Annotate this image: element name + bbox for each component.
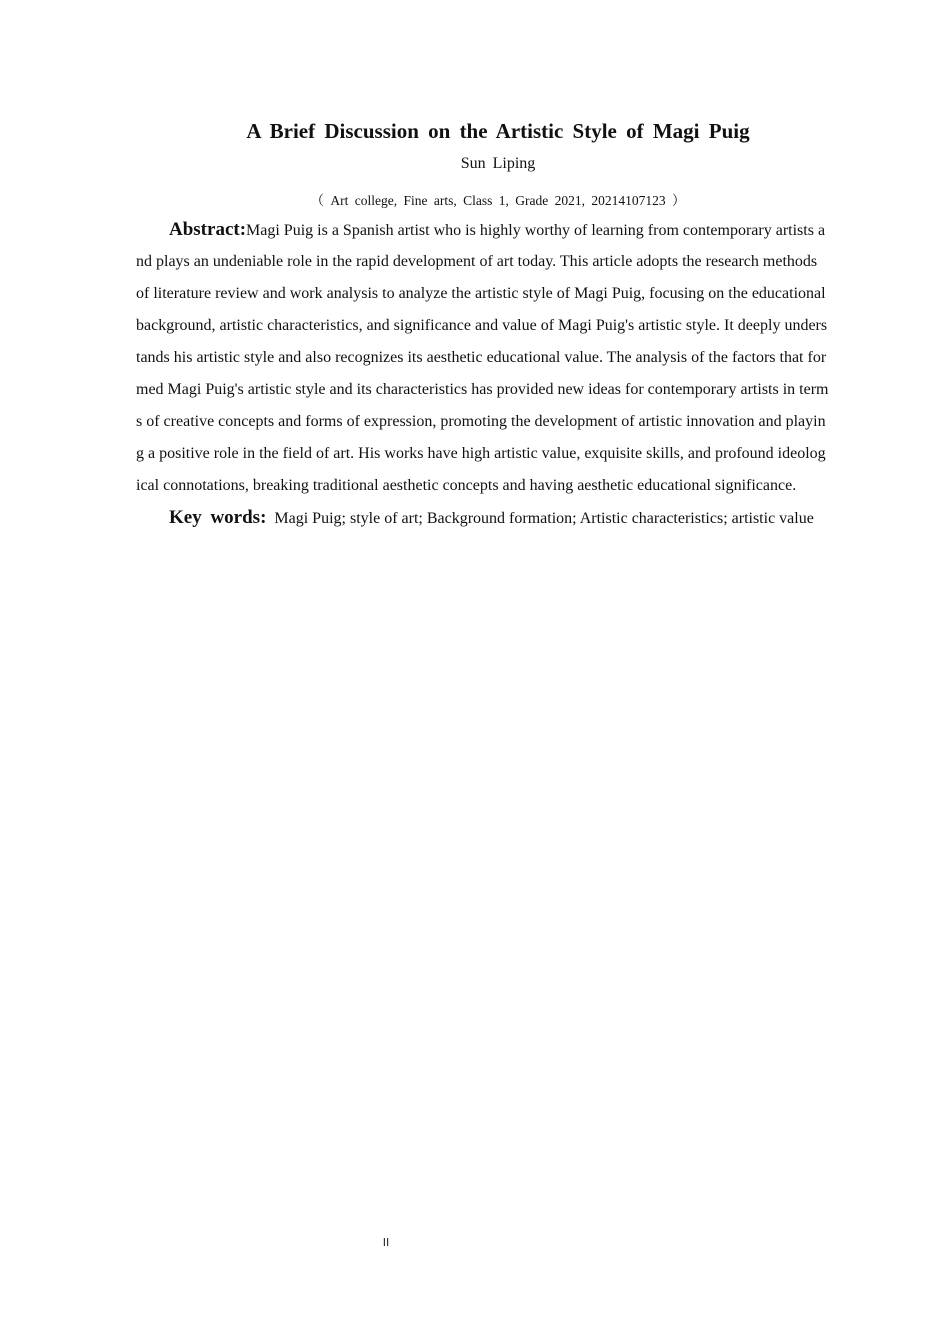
keywords-line — [136, 502, 860, 534]
abstract-line: tands his artistic style and also recognizes its aesthetic educational value. The analysis of the factors that for — [136, 349, 827, 366]
abstract-line: ical connotations, breaking traditional aesthetic concepts and having aesthetic educational significance. — [136, 477, 797, 494]
abstract-label: Abstract: — [169, 219, 247, 240]
author-affiliation: （ Art college, Fine arts, Class 1, Grade 2021, 20214107123 ） — [310, 193, 686, 208]
keywords-text: Magi Puig; style of art; Background formation; Artistic characteristics; artistic value — [274, 510, 814, 527]
page-number: II — [382, 1236, 390, 1249]
abstract-line: g a positive role in the field of art. His works have high artistic value, exquisite skills, and profound ideolog — [136, 445, 826, 462]
abstract-text: Magi Puig is a Spanish artist who is highly worthy of learning from contemporary artists a — [246, 222, 826, 239]
abstract-line — [136, 214, 860, 246]
abstract-line: med Magi Puig's artistic style and its characteristics has provided new ideas for contemporary artists in term — [136, 381, 829, 398]
abstract-section — [136, 214, 860, 534]
abstract-line: nd plays an undeniable role in the rapid development of art today. This article adopts the research methods — [136, 253, 818, 270]
keywords-label: Key words: — [169, 507, 267, 528]
author-name: Sun Liping — [460, 155, 536, 172]
abstract-line: of literature review and work analysis to analyze the artistic style of Magi Puig, focusing on the educational — [136, 285, 826, 302]
paper-title: A Brief Discussion on the Artistic Style of Magi Puig — [246, 119, 750, 143]
abstract-line: s of creative concepts and forms of expression, promoting the development of artistic innovation and playin — [136, 413, 826, 430]
abstract-line: background, artistic characteristics, and significance and value of Magi Puig's artistic style. It deeply unders — [136, 317, 828, 334]
